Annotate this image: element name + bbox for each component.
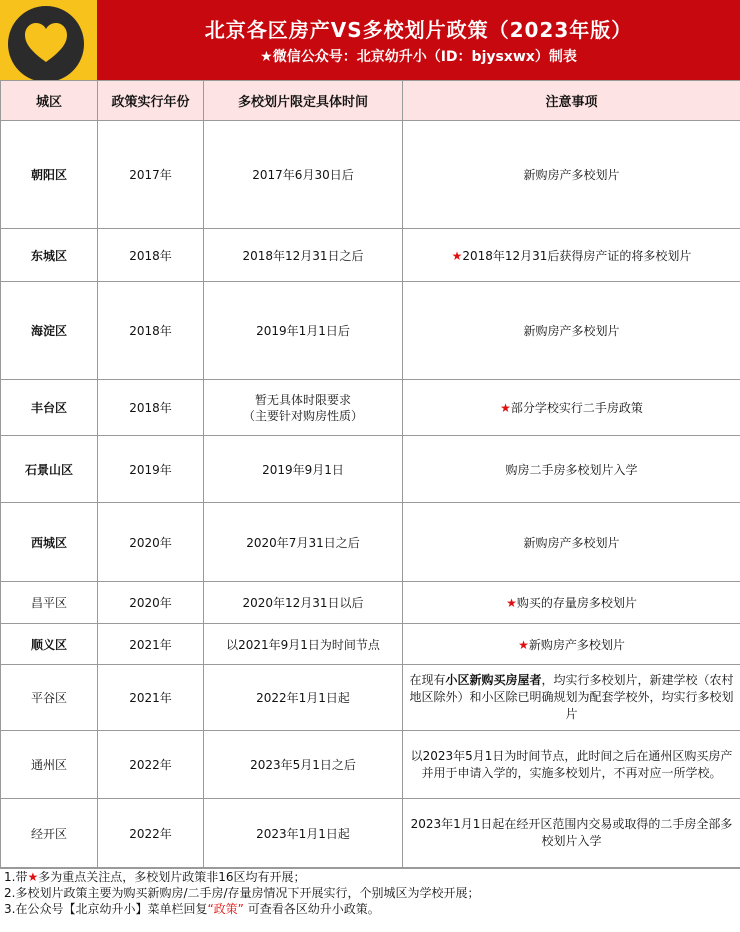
page-subtitle: ★微信公众号：北京幼升小（ID：bjysxwx）制表 — [97, 46, 740, 66]
note-cell — [403, 665, 740, 731]
district-cell: 通州区 — [1, 731, 98, 799]
year-cell: 2021年 — [98, 624, 204, 665]
footnotes — [0, 868, 740, 932]
note-cell — [403, 624, 740, 665]
note-text: 新购房产多校划片 — [529, 638, 625, 652]
note-cell — [403, 282, 740, 380]
star-icon: ★ — [506, 596, 517, 610]
note-text: 新购房产多校划片 — [523, 168, 619, 182]
time-cell: 2018年12月31日之后 — [204, 229, 403, 282]
time-cell — [204, 380, 403, 436]
time-cell: 2020年7月31日之后 — [204, 503, 403, 582]
table-row — [1, 282, 740, 380]
table-row — [1, 229, 740, 282]
star-icon: ★ — [500, 401, 511, 415]
year-cell: 2021年 — [98, 665, 204, 731]
column-header-notes: 注意事项 — [403, 81, 740, 121]
year-cell: 2022年 — [98, 731, 204, 799]
time-text: 暂无具体时限要求 — [208, 392, 398, 408]
note-cell — [403, 436, 740, 503]
district-cell: 经开区 — [1, 799, 98, 868]
footnote-2: 2.多校划片政策主要为购买新购房/二手房/存量房情况下开展实行，个别城区为学校开展； — [0, 885, 740, 901]
year-cell: 2017年 — [98, 121, 204, 229]
column-header-time: 多校划片限定具体时间 — [204, 81, 403, 121]
district-cell: 顺义区 — [1, 624, 98, 665]
table-row — [1, 731, 740, 799]
table-row — [1, 121, 740, 229]
year-cell: 2018年 — [98, 380, 204, 436]
note-text: 2018年12月31后获得房产证的将多校划片 — [462, 249, 691, 263]
note-text: 2023年1月1日起在经开区范围内交易或取得的二手房全部多校划片入学 — [411, 817, 733, 848]
table-row — [1, 665, 740, 731]
table-row — [1, 582, 740, 624]
district-cell: 朝阳区 — [1, 121, 98, 229]
table-row — [1, 503, 740, 582]
district-cell: 平谷区 — [1, 665, 98, 731]
time-cell: 2020年12月31日以后 — [204, 582, 403, 624]
note-cell — [403, 121, 740, 229]
note-text: 以2023年5月1日为时间节点，此时间之后在通州区购买房产并用于申请入学的，实施多校划片，不再对应一所学校。 — [411, 749, 733, 780]
footnote-3 — [0, 901, 740, 917]
note-cell — [403, 799, 740, 868]
note-highlight: 小区新购买房屋者 — [445, 673, 541, 687]
note-cell — [403, 582, 740, 624]
table-row — [1, 624, 740, 665]
table-row — [1, 436, 740, 503]
note-text: 新购房产多校划片 — [523, 324, 619, 338]
policy-table — [0, 80, 740, 868]
star-icon: ★ — [27, 870, 38, 884]
table-row — [1, 380, 740, 436]
star-icon: ★ — [518, 638, 529, 652]
time-cell: 2023年1月1日起 — [204, 799, 403, 868]
note-text: 购买的存量房多校划片 — [517, 596, 637, 610]
year-cell: 2020年 — [98, 582, 204, 624]
note-text: 在现有 — [409, 673, 445, 687]
footnote-1 — [0, 869, 740, 885]
district-cell: 昌平区 — [1, 582, 98, 624]
footnote-keyword: “政策” — [207, 902, 243, 916]
note-text: ，均实行多校划片，新建学校（农村地区除外）和小区除已明确规划为配套学校外，均实行多校划片 — [409, 673, 733, 721]
year-cell: 2018年 — [98, 282, 204, 380]
year-cell: 2020年 — [98, 503, 204, 582]
year-cell: 2022年 — [98, 799, 204, 868]
heart-icon — [24, 22, 68, 64]
note-text: 部分学校实行二手房政策 — [511, 401, 643, 415]
logo — [0, 0, 97, 88]
footnote-text: 多为重点关注点，多校划片政策非16区均有开展； — [38, 870, 305, 884]
time-cell: 2019年1月1日后 — [204, 282, 403, 380]
logo-circle — [8, 6, 84, 82]
header-banner — [0, 0, 740, 80]
note-cell — [403, 229, 740, 282]
district-cell: 海淀区 — [1, 282, 98, 380]
time-cell: 以2021年9月1日为时间节点 — [204, 624, 403, 665]
time-cell: 2019年9月1日 — [204, 436, 403, 503]
note-cell — [403, 731, 740, 799]
year-cell: 2019年 — [98, 436, 204, 503]
district-cell: 丰台区 — [1, 380, 98, 436]
table-row — [1, 799, 740, 868]
time-text-sub: （主要针对购房性质） — [208, 408, 398, 424]
year-cell: 2018年 — [98, 229, 204, 282]
table-header-row — [1, 81, 740, 121]
note-text: 购房二手房多校划片入学 — [505, 463, 637, 477]
time-cell: 2017年6月30日后 — [204, 121, 403, 229]
district-cell: 东城区 — [1, 229, 98, 282]
footnote-text: 3.在公众号【北京幼升小】菜单栏回复 — [4, 902, 207, 916]
time-cell: 2022年1月1日起 — [204, 665, 403, 731]
note-text: 新购房产多校划片 — [523, 536, 619, 550]
column-header-district: 城区 — [1, 81, 98, 121]
time-cell: 2023年5月1日之后 — [204, 731, 403, 799]
note-cell — [403, 380, 740, 436]
star-icon: ★ — [452, 249, 463, 263]
page-title: 北京各区房产VS多校划片政策（2023年版） — [97, 14, 740, 43]
footnote-text: 1.带 — [4, 870, 27, 884]
footnote-text: 可查看各区幼升小政策。 — [244, 902, 380, 916]
district-cell: 石景山区 — [1, 436, 98, 503]
column-header-year: 政策实行年份 — [98, 81, 204, 121]
note-cell — [403, 503, 740, 582]
district-cell: 西城区 — [1, 503, 98, 582]
